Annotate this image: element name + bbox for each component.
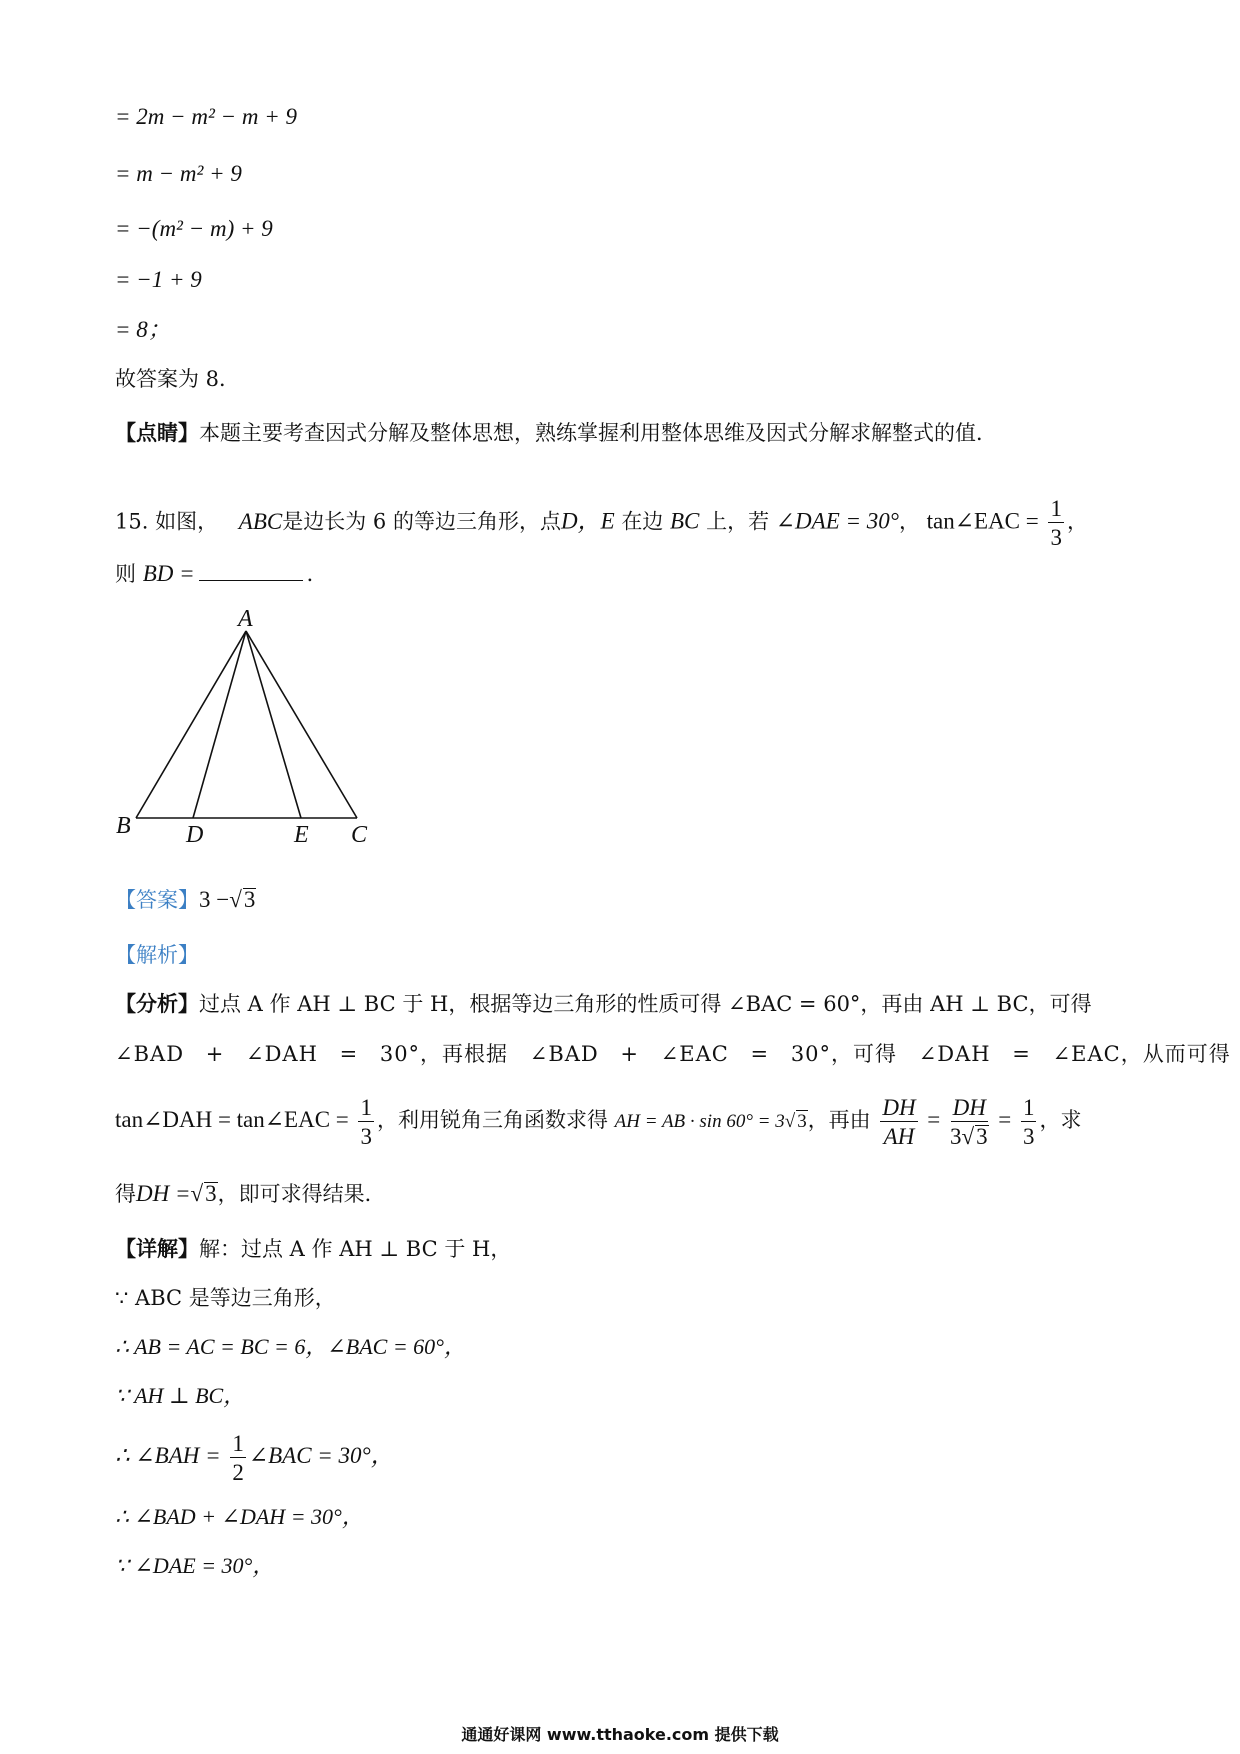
conclusion: 故答案为 8． bbox=[115, 367, 241, 391]
analysis-fraction-3: $\frac{1}{3}$ bbox=[1022, 1094, 1035, 1149]
answer-tag: 【答案】 bbox=[115, 888, 199, 912]
question-triangle: ABC bbox=[238, 508, 283, 534]
question-text-d: 上，若 bbox=[706, 509, 770, 534]
analysis-line-1: 【分析】过点 A 作 AH ⊥ BC 于 H，根据等边三角形的性质可得 ∠BAC = 60°，再由 AH ⊥ BC，可得 bbox=[115, 991, 1092, 1016]
detail-line-3: ∵ AH ⊥ BC， bbox=[115, 1383, 246, 1408]
side-ab bbox=[136, 631, 246, 818]
analysis-line-4: 得DH =√3，即可求得结果． bbox=[115, 1181, 386, 1206]
comment-line bbox=[115, 419, 997, 447]
detail-line-5: ∴ ∠BAD + ∠DAH = 30°， bbox=[115, 1504, 364, 1529]
detail-tag: 【详解】 bbox=[115, 1236, 199, 1261]
label-c: C bbox=[351, 822, 368, 848]
detail-intro: 【详解】解：过点 A 作 AH ⊥ BC 于 H， bbox=[115, 1236, 512, 1261]
label-a: A bbox=[238, 606, 253, 632]
question-text-c: 在边 bbox=[621, 509, 664, 534]
footer: 通通好课网 www.tthaoke.com 提供下载 bbox=[461, 1725, 779, 1744]
triangle-figure bbox=[110, 604, 390, 854]
analysis-line-2: ∠BAD + ∠DAH = 30°，再根据 ∠BAD + ∠EAC = 30°，可得 ∠DAH = ∠EAC，从而可得 bbox=[115, 1042, 1231, 1066]
analysis-tag: 【解析】 bbox=[115, 943, 199, 967]
segment-ad bbox=[193, 631, 246, 818]
label-b: B bbox=[116, 813, 131, 839]
question-ask-var: BD = bbox=[142, 561, 195, 586]
question-number: 15. bbox=[115, 509, 149, 534]
step-line-5: = 8； bbox=[115, 317, 171, 342]
question-side: BC bbox=[670, 508, 700, 534]
question-text-b: 是边长为 6 的等边三角形，点 bbox=[282, 509, 561, 534]
analysis-fraction-1: $\frac{1}{3}$ bbox=[360, 1094, 372, 1149]
label-e: E bbox=[294, 822, 309, 848]
detail-line-1: ∵ ABC 是等边三角形， bbox=[115, 1286, 336, 1310]
answer-line: 【答案】3 −√3 bbox=[115, 887, 256, 912]
question-text-e: ， bbox=[1066, 509, 1088, 534]
segment-ae bbox=[246, 631, 301, 818]
analysis-fraction-dh-3r3: $\frac{DH}{3√3}$ bbox=[949, 1094, 988, 1149]
comment-text: 本题主要考查因式分解及整体思想，熟练掌握利用整体思维及因式分解求解整式的值． bbox=[199, 421, 997, 445]
label-d: D bbox=[186, 822, 204, 848]
question-text-a: 如图， bbox=[155, 509, 219, 534]
answer-value: 3 − bbox=[199, 887, 230, 912]
step-line-1: = 2m − m² − m + 9 bbox=[115, 104, 298, 129]
side-ac bbox=[246, 631, 357, 818]
detail-line-2: ∴ AB = AC = BC = 6，∠BAC = 60°， bbox=[115, 1334, 466, 1359]
step-line-4: = −1 + 9 bbox=[115, 267, 202, 292]
question-points: D，E bbox=[560, 508, 615, 534]
detail-line-4: ∴ ∠BAH = $\frac{1}{2}$ ∠BAC = 30°， bbox=[115, 1430, 394, 1485]
question-ask: 则 BD = ． bbox=[115, 561, 328, 586]
analysis-line-3: tan∠DAH = tan∠EAC = $\frac{1}{3}$ ，利用锐角三角函数求得 AH = AB · sin 60° = 3√ 3，再由 $\frac{DH}{AH}$ = $\frac{DH}{3√3}$ = $\frac{1}{3}$ ，求 bbox=[115, 1094, 1082, 1149]
answer-blank bbox=[199, 580, 303, 581]
step-line-2: = m − m² + 9 bbox=[115, 161, 242, 186]
analysis-fraction-dh-ah: $\frac{DH}{AH}$ bbox=[882, 1094, 916, 1149]
question-fraction: $\frac{1}{3}$ bbox=[1050, 496, 1062, 550]
comment-tag: 【点睛】 bbox=[115, 420, 199, 445]
step-line-3: = −(m² − m) + 9 bbox=[115, 216, 273, 241]
detail-fraction-half: $\frac{1}{2}$ bbox=[232, 1430, 244, 1485]
question-cond1: ∠DAE = 30° bbox=[775, 508, 899, 534]
question-cond2: tan∠EAC = bbox=[926, 508, 1039, 534]
answer-radicand: 3 bbox=[243, 887, 256, 912]
analysis-tag-inner: 【分析】 bbox=[115, 991, 199, 1016]
question-line: 15. 如图， ABC是边长为 6 的等边三角形，点D，E 在边 BC 上，若 ∠DAE = 30°， tan∠EAC = $\frac{1}{3}$ ， bbox=[115, 496, 1088, 550]
detail-line-6: ∵ ∠DAE = 30°， bbox=[115, 1553, 275, 1578]
